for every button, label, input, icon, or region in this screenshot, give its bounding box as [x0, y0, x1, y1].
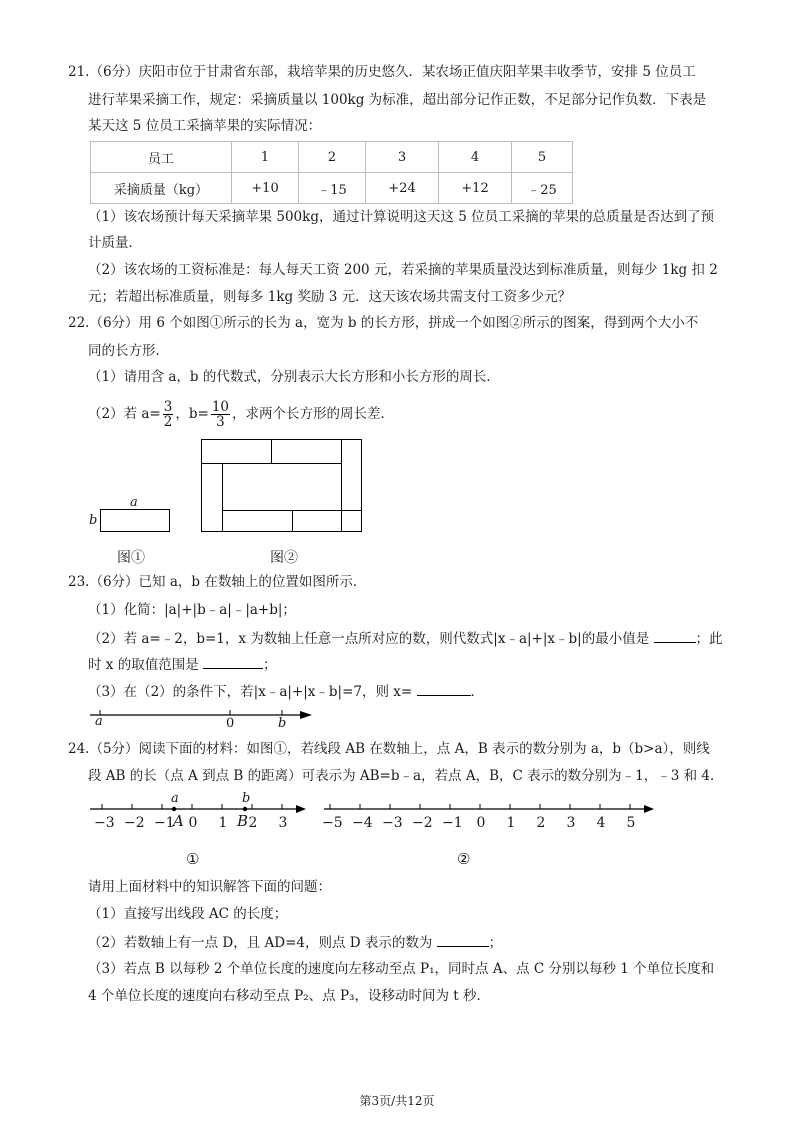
axis-tick-label: 4: [596, 815, 606, 831]
axis-tick-label: 5: [626, 815, 636, 831]
axis-tick-label: −4: [352, 815, 373, 831]
q24-p2: [88, 932, 502, 952]
q24-p1: （1）直接写出线段 AC 的长度；: [88, 906, 288, 922]
table-cell: 1: [232, 142, 299, 173]
table-cell: +24: [366, 173, 439, 204]
axis-tick-label: −2: [412, 815, 433, 831]
axis-tick-label: −5: [322, 815, 343, 831]
q24-p2-tail: ；: [488, 935, 503, 951]
axis-tick-label: 0: [476, 815, 486, 831]
point-a-dot: [172, 807, 176, 811]
fraction-b-numerator: 10: [211, 399, 229, 415]
table-cell: ﹣25: [512, 173, 573, 204]
q24-caption-2: ②: [457, 850, 471, 868]
q24-axis1-label-A: A: [173, 812, 184, 830]
q24-p3-line2: 4 个单位长度的速度向右移动至点 P₂、点 P₃，设移动时间为 t 秒．: [88, 988, 490, 1004]
axis-tick-label: 0: [188, 815, 198, 831]
figure2-composite: [201, 439, 363, 533]
table-cell: ﹣15: [299, 173, 366, 204]
fraction-a-denominator: 2: [163, 414, 173, 430]
q23-p2-line2: [88, 654, 277, 674]
q22-p1: （1）请用含 a，b 的代数式，分别表示大长方形和小长方形的周长．: [88, 369, 500, 385]
q21-p2-line1: （2）该农场的工资标准是：每人每天工资 200 元，若采摘的苹果质量没达到标准质量，则每少 1kg 扣 2: [88, 262, 718, 278]
q23-p2-line2-text: 时 x 的取值范围是: [88, 657, 203, 673]
q23-p1: （1）化简：|a|+|b﹣a|﹣|a+b|；: [88, 602, 296, 618]
q23-p3-tail: ．: [470, 684, 485, 700]
table-row: [91, 142, 573, 173]
q23-p3: [88, 681, 484, 701]
q24-axis1-label-b: b: [242, 791, 251, 806]
axis-tick-label: 3: [566, 815, 576, 831]
q22-p2-suffix: ，求两个长方形的周长差．: [232, 406, 394, 422]
q23-p3-text: （3）在（2）的条件下，若|x﹣a|+|x﹣b|=7，则 x=: [88, 684, 417, 700]
q23-p2-line2-tail: ；: [263, 657, 277, 673]
axis-tick-label: 3: [278, 815, 288, 831]
q21-p1-line1: （1）该农场预计每天采摘苹果 500kg，通过计算说明这天这 5 位员工采摘的苹果的总质量是否达到了预: [88, 209, 715, 225]
q22-line2: 同的长方形．: [88, 343, 169, 359]
q22-b-prefix: ，b=: [175, 406, 209, 422]
axis-tick-label: −2: [124, 815, 145, 831]
q21-line1: 21.（6分）庆阳市位于甘肃省东部，栽培苹果的历史悠久．某农场正值庆阳苹果丰收季节，安排 5 位员工: [68, 64, 696, 80]
q24-axis1-label-B: B: [237, 812, 249, 830]
q23-p2-line1: [88, 628, 723, 648]
table-row: [91, 173, 573, 204]
q21-p1-line2: 计质量．: [88, 235, 142, 251]
q24-intro: 请用上面材料中的知识解答下面的问题：: [88, 879, 331, 895]
q21-p2-line2: 元；若超出标准质量，则每多 1kg 奖励 3 元．这天该农场共需支付工资多少元？: [88, 289, 572, 305]
fraction-b-denominator: 3: [216, 414, 225, 430]
table-cell: +10: [232, 173, 299, 204]
q24-p3-line1: （3）若点 B 以每秒 2 个单位长度的速度向左移动至点 P₁，同时点 A、点 C 分别以每秒 1 个单位长度和: [88, 961, 715, 977]
answer-blank: [417, 681, 471, 696]
figure1-label-b: b: [89, 513, 98, 528]
answer-blank: [203, 654, 263, 669]
q23-p2-line1-tail: ；此: [695, 631, 723, 647]
q24-p2-text: （2）若数轴上有一点 D，且 AD=4，则点 D 表示的数为: [88, 935, 437, 951]
fraction-a-numerator: 3: [163, 399, 173, 415]
axis-tick-label: 2: [536, 815, 546, 831]
q23-axis-label-b: b: [278, 716, 287, 731]
answer-blank: [654, 628, 696, 643]
table-cell: +12: [439, 173, 512, 204]
axis-tick-label: 1: [218, 815, 228, 831]
q21-table: [90, 141, 573, 204]
axis-tick-label: 2: [248, 815, 258, 831]
figure2-caption: 图②: [270, 550, 298, 566]
page-footer: 第3页/共12页: [359, 1094, 435, 1108]
table-cell: 采摘质量（kg）: [91, 173, 232, 204]
q23-line1: 23.（6分）已知 a，b 在数轴上的位置如图所示．: [68, 574, 367, 590]
q23-axis-label-0: 0: [226, 716, 235, 731]
figure1-caption: 图①: [117, 550, 145, 566]
figure1-rectangle: [100, 509, 180, 539]
q24-number-line-2: [324, 803, 664, 817]
q24-caption-1: ①: [186, 850, 200, 868]
table-cell: 员工: [91, 142, 232, 173]
q22-line1: 22.（6分）用 6 个如图①所示的长为 a，宽为 b 的长方形，拼成一个如图②所示的图案，得到两个大小不: [68, 315, 699, 331]
q24-axis1-label-a: a: [171, 791, 179, 806]
axis-tick-label: −3: [94, 815, 115, 831]
point-b-dot: [243, 807, 247, 811]
q24-line2: 段 AB 的长（点 A 到点 B 的距离）可表示为 AB=b﹣a，若点 A，B，C 表示的数分别为﹣1，﹣3 和 4．: [88, 768, 724, 784]
fraction-b: [211, 400, 230, 429]
q21-line3: 某天这 5 位员工采摘苹果的实际情况：: [88, 118, 322, 134]
table-cell: 4: [439, 142, 512, 173]
figure1-label-a: a: [130, 495, 138, 510]
table-cell: 3: [366, 142, 439, 173]
q23-p2-line1-text: （2）若 a=﹣2，b=1，x 为数轴上任意一点所对应的数，则代数式|x﹣a|+|x﹣b|的最小值是: [88, 631, 654, 647]
fraction-a: [163, 400, 174, 429]
q22-p2-prefix: （2）若 a=: [88, 406, 161, 422]
axis-tick-label: −1: [154, 815, 175, 831]
axis-tick-label: −3: [382, 815, 403, 831]
table-cell: 5: [512, 142, 573, 173]
answer-blank: [437, 932, 489, 947]
table-cell: 2: [299, 142, 366, 173]
q23-axis-label-a: a: [95, 714, 103, 729]
axis-tick-label: 1: [506, 815, 516, 831]
q24-line1: 24.（5分）阅读下面的材料：如图①，若线段 AB 在数轴上，点 A，B 表示的数分别为 a，b（b>a），则线: [68, 741, 710, 757]
q22-p2: [88, 398, 394, 430]
axis-tick-label: −1: [442, 815, 463, 831]
q21-line2: 进行苹果采摘工作，规定：采摘质量以 100kg 为标准，超出部分记作正数，不足部分记作负数．下表是: [88, 92, 707, 108]
